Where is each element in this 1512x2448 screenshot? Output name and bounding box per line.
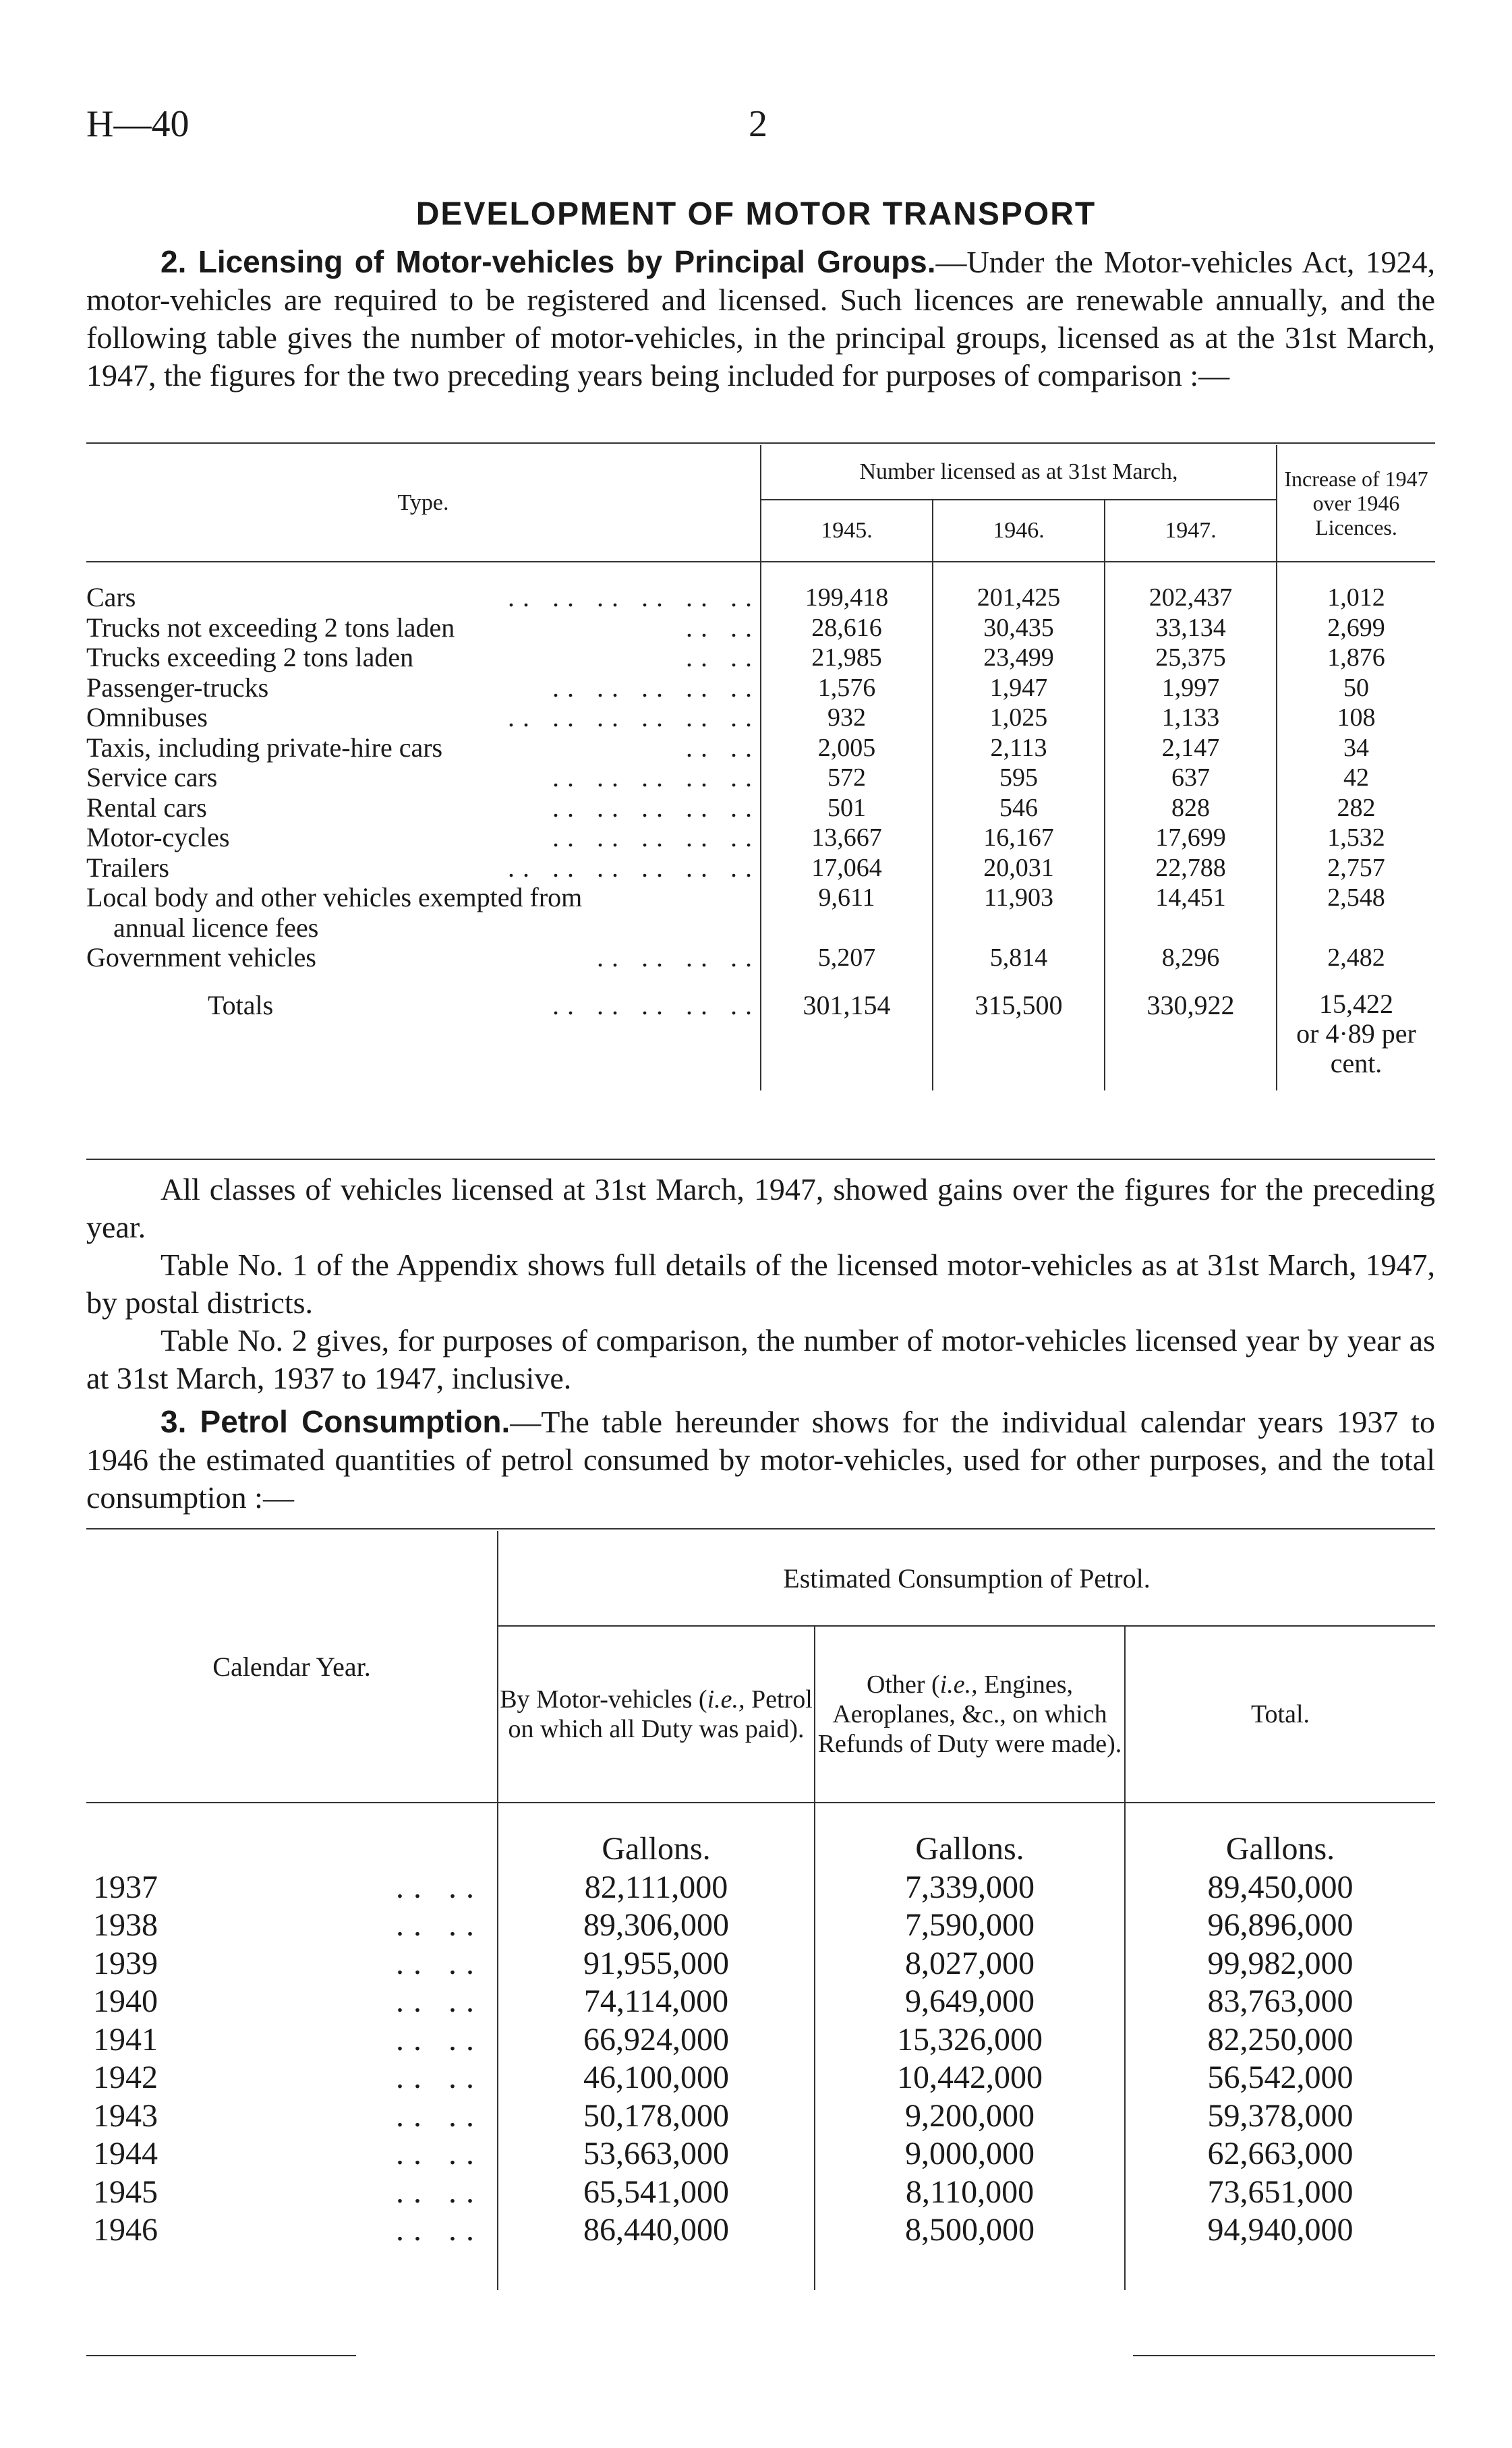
count-1945: 21,985 xyxy=(761,643,933,673)
increase-value: 282 xyxy=(1277,793,1435,823)
increase-value: 2,548 xyxy=(1277,883,1435,913)
vehicle-type: Cars xyxy=(86,582,136,613)
calendar-year-header: Calendar Year. xyxy=(86,1531,498,1803)
increase-value: 1,532 xyxy=(1277,823,1435,853)
table-row xyxy=(86,883,1435,913)
increase-value: 1,876 xyxy=(1277,643,1435,673)
other-gallons: 10,442,000 xyxy=(815,2059,1125,2097)
table-row: Rental cars .. .. .. .. .. 501 546 828 282 xyxy=(86,793,1435,823)
section-2-heading: 2. Licensing of Motor-vehicles by Principal Groups. xyxy=(161,244,936,279)
type-column-header: Type. xyxy=(86,445,761,562)
motor-header-text: By Motor-vehicles ( xyxy=(500,1685,707,1714)
count-1946: 20,031 xyxy=(933,853,1105,883)
table-2-top-rule xyxy=(86,1528,1435,1529)
table-1-top-rule xyxy=(86,442,1435,444)
total-increase xyxy=(1277,973,1435,1090)
total-gallons: 96,896,000 xyxy=(1125,1906,1435,1945)
increase-value: 2,699 xyxy=(1277,613,1435,643)
calendar-year: 1941 xyxy=(93,2021,158,2058)
table-row: 1944 .. .. 53,663,000 9,000,000 62,663,000 xyxy=(86,2135,1435,2174)
other-gallons: 9,649,000 xyxy=(815,1983,1125,2021)
count-1947: 2,147 xyxy=(1105,733,1277,763)
count-1945: 572 xyxy=(761,763,933,793)
section-3-heading: 3. Petrol Consumption. xyxy=(161,1404,511,1439)
count-1945: 1,576 xyxy=(761,673,933,703)
section-2-intro xyxy=(86,243,1435,395)
calendar-year: 1944 xyxy=(93,2136,158,2172)
count-1946: 1,025 xyxy=(933,703,1105,733)
page-number: 2 xyxy=(749,103,767,145)
increase-value: 2,757 xyxy=(1277,853,1435,883)
increase-value: 2,482 xyxy=(1277,943,1435,973)
count-1945: 2,005 xyxy=(761,733,933,763)
section-3-text: —The table hereunder shows for the individual calendar years 1937 to 1946 the estimated quantities of petrol consumed by motor-vehicles, used for other purposes, and the total consumption :— xyxy=(86,1405,1436,1515)
total-1947: 330,922 xyxy=(1105,973,1277,1090)
count-1947: 1,997 xyxy=(1105,673,1277,703)
year-1947-header: 1947. xyxy=(1105,500,1277,562)
count-1945: 28,616 xyxy=(761,613,933,643)
increase-value: 50 xyxy=(1277,673,1435,703)
count-1946: 5,814 xyxy=(933,943,1105,973)
vehicle-type: Passenger-trucks xyxy=(86,672,269,703)
table-row: Trucks exceeding 2 tons laden .. .. 21,985 23,499 25,375 1,876 xyxy=(86,643,1435,673)
other-unit: Gallons. xyxy=(815,1803,1125,1869)
motor-unit: Gallons. xyxy=(498,1803,815,1869)
bottom-short-rule xyxy=(86,2355,356,2356)
motor-gallons: 66,924,000 xyxy=(498,2021,815,2060)
other-gallons: 7,590,000 xyxy=(815,1906,1125,1945)
vehicle-type: Trucks exceeding 2 tons laden xyxy=(86,642,414,673)
count-1946: 595 xyxy=(933,763,1105,793)
total-1946: 315,500 xyxy=(933,973,1105,1090)
page-title: DEVELOPMENT OF MOTOR TRANSPORT xyxy=(415,196,1097,232)
table-row: Passenger-trucks .. .. .. .. .. 1,576 1,947 1,997 50 xyxy=(86,673,1435,703)
table-row: Cars .. .. .. .. .. .. 199,418 201,425 202,437 1,012 xyxy=(86,562,1435,613)
count-1947: 17,699 xyxy=(1105,823,1277,853)
paragraph: Table No. 2 gives, for purposes of comparison, the number of motor-vehicles licensed year by year as at 31st March, 1937 to 1947, inclusive. xyxy=(86,1323,1435,1395)
table-row: 1943 .. .. 50,178,000 9,200,000 59,378,000 xyxy=(86,2097,1435,2136)
motor-gallons: 89,306,000 xyxy=(498,1906,815,1945)
increase-value: 108 xyxy=(1277,703,1435,733)
count-1945: 17,064 xyxy=(761,853,933,883)
table-row: Service cars .. .. .. .. .. 572 595 637 42 xyxy=(86,763,1435,793)
motor-gallons: 74,114,000 xyxy=(498,1983,815,2021)
count-1946: 11,903 xyxy=(933,883,1105,913)
calendar-year: 1945 xyxy=(93,2174,158,2210)
count-1946: 30,435 xyxy=(933,613,1105,643)
calendar-year: 1939 xyxy=(93,1945,158,1981)
other-gallons: 8,500,000 xyxy=(815,2211,1125,2250)
table-row: Motor-cycles .. .. .. .. .. 13,667 16,167 17,699 1,532 xyxy=(86,823,1435,853)
total-gallons: 94,940,000 xyxy=(1125,2211,1435,2250)
motor-gallons: 46,100,000 xyxy=(498,2059,815,2097)
increase-value: 1,012 xyxy=(1277,562,1435,613)
total-header: Total. xyxy=(1125,1626,1435,1803)
other-gallons: 9,200,000 xyxy=(815,2097,1125,2136)
count-1945: 5,207 xyxy=(761,943,933,973)
number-licensed-group-header: Number licensed as at 31st March, xyxy=(761,445,1277,500)
count-1947: 637 xyxy=(1105,763,1277,793)
count-1945: 932 xyxy=(761,703,933,733)
total-gallons: 56,542,000 xyxy=(1125,2059,1435,2097)
table-row: 1942 .. .. 46,100,000 10,442,000 56,542,000 xyxy=(86,2059,1435,2097)
count-1947: 22,788 xyxy=(1105,853,1277,883)
calendar-year: 1942 xyxy=(93,2060,158,2096)
increase-value: 34 xyxy=(1277,733,1435,763)
count-1947: 33,134 xyxy=(1105,613,1277,643)
bottom-right-rule xyxy=(1133,2355,1435,2356)
petrol-consumption-table xyxy=(86,1531,1435,2290)
count-1946: 201,425 xyxy=(933,562,1105,613)
table-row: Taxis, including private-hire cars .. .. 2,005 2,113 2,147 34 xyxy=(86,733,1435,763)
table-row: Trailers .. .. .. .. .. .. 17,064 20,031 22,788 2,757 xyxy=(86,853,1435,883)
count-1945: 199,418 xyxy=(761,562,933,613)
vehicle-type: Taxis, including private-hire cars xyxy=(86,732,443,763)
motor-header-ie: i.e., xyxy=(707,1685,745,1714)
vehicle-type: Trucks not exceeding 2 tons laden xyxy=(86,612,455,643)
table-1-bottom-rule xyxy=(86,1159,1435,1160)
motor-gallons: 50,178,000 xyxy=(498,2097,815,2136)
count-1946: 2,113 xyxy=(933,733,1105,763)
motor-gallons: 91,955,000 xyxy=(498,1945,815,1983)
motor-gallons: 86,440,000 xyxy=(498,2211,815,2250)
count-1947: 828 xyxy=(1105,793,1277,823)
increase-value xyxy=(1277,913,1435,943)
table-row: 1941 .. .. 66,924,000 15,326,000 82,250,000 xyxy=(86,2021,1435,2060)
count-1945: 13,667 xyxy=(761,823,933,853)
count-1946 xyxy=(933,913,1105,943)
other-uses-header xyxy=(815,1626,1125,1803)
other-gallons: 8,027,000 xyxy=(815,1945,1125,1983)
calendar-year: 1938 xyxy=(93,1907,158,1944)
estimated-consumption-header: Estimated Consumption of Petrol. xyxy=(498,1531,1435,1626)
table-row: Trucks not exceeding 2 tons laden .. .. 28,616 30,435 33,134 2,699 xyxy=(86,613,1435,643)
vehicle-type: Government vehicles xyxy=(86,942,316,973)
other-gallons: 8,110,000 xyxy=(815,2174,1125,2212)
count-1945 xyxy=(761,913,933,943)
table-row: 1937 .. .. 82,111,000 7,339,000 89,450,000 xyxy=(86,1869,1435,1907)
motor-gallons: 65,541,000 xyxy=(498,2174,815,2212)
count-1947: 8,296 xyxy=(1105,943,1277,973)
count-1945: 9,611 xyxy=(761,883,933,913)
table-row: 1940 .. .. 74,114,000 9,649,000 83,763,000 xyxy=(86,1983,1435,2021)
total-unit: Gallons. xyxy=(1125,1803,1435,1869)
total-gallons: 73,651,000 xyxy=(1125,2174,1435,2212)
total-gallons: 99,982,000 xyxy=(1125,1945,1435,1983)
table-row xyxy=(86,913,1435,943)
licensed-vehicles-table xyxy=(86,445,1435,1090)
count-1947: 14,451 xyxy=(1105,883,1277,913)
total-gallons: 59,378,000 xyxy=(1125,2097,1435,2136)
paragraphs-after-table-1 xyxy=(86,1171,1435,1397)
calendar-year: 1937 xyxy=(93,1869,158,1905)
increase-column-header: Increase of 1947 over 1946 Licences. xyxy=(1277,445,1435,562)
total-increase-value: 15,422 xyxy=(1319,988,1393,1019)
vehicle-type: Local body and other vehicles exempted from xyxy=(86,882,583,913)
totals-row: Totals .. .. .. .. .. 301,154 315,500 330,922 15,422 or 4·89 per cent. xyxy=(86,973,1435,1090)
table-row: 1938 .. .. 89,306,000 7,590,000 96,896,000 xyxy=(86,1906,1435,1945)
count-1947: 1,133 xyxy=(1105,703,1277,733)
paragraph: Table No. 1 of the Appendix shows full details of the licensed motor-vehicles as at 31st March, 1947, by postal districts. xyxy=(86,1248,1435,1320)
totals-label: Totals xyxy=(208,989,274,1020)
count-1947: 202,437 xyxy=(1105,562,1277,613)
year-1946-header: 1946. xyxy=(933,500,1105,562)
other-gallons: 7,339,000 xyxy=(815,1869,1125,1907)
total-1945: 301,154 xyxy=(761,973,933,1090)
section-2-text: —Under the Motor-vehicles Act, 1924, motor-vehicles are required to be registered and licensed. Such licences are renewable annually, and the following table gives the number of motor-vehicles, in the principal groups, licensed as at the 31st March, 1947, the figures for the two preceding years being included for purposes of comparison :— xyxy=(86,245,1435,392)
table-row: Government vehicles .. .. .. .. 5,207 5,814 8,296 2,482 xyxy=(86,943,1435,973)
count-1946: 1,947 xyxy=(933,673,1105,703)
document-number: H—40 xyxy=(86,103,190,145)
total-gallons: 62,663,000 xyxy=(1125,2135,1435,2174)
count-1947: 25,375 xyxy=(1105,643,1277,673)
count-1946: 23,499 xyxy=(933,643,1105,673)
other-header-text: Other ( xyxy=(866,1670,940,1699)
vehicle-type: Omnibuses xyxy=(86,702,208,733)
other-header-text-end: Engines, Aeroplanes, &c., on which Refunds of Duty were made). xyxy=(817,1670,1122,1758)
motor-gallons: 82,111,000 xyxy=(498,1869,815,1907)
motor-header-text-end: Petrol on which all Duty was paid). xyxy=(508,1685,813,1743)
count-1945: 501 xyxy=(761,793,933,823)
other-header-ie: i.e., xyxy=(939,1670,978,1699)
vehicle-type: Rental cars xyxy=(86,792,207,823)
section-3-intro xyxy=(86,1403,1435,1517)
year-1945-header: 1945. xyxy=(761,500,933,562)
total-gallons: 83,763,000 xyxy=(1125,1983,1435,2021)
other-gallons: 9,000,000 xyxy=(815,2135,1125,2174)
table-row: 1946 .. .. 86,440,000 8,500,000 94,940,000 xyxy=(86,2211,1435,2250)
motor-vehicles-header xyxy=(498,1626,815,1803)
table-row: 1945 .. .. 65,541,000 8,110,000 73,651,000 xyxy=(86,2174,1435,2212)
count-1946: 546 xyxy=(933,793,1105,823)
total-gallons: 89,450,000 xyxy=(1125,1869,1435,1907)
units-row xyxy=(86,1803,1435,1869)
motor-gallons: 53,663,000 xyxy=(498,2135,815,2174)
total-increase-note: or 4·89 per cent. xyxy=(1296,1018,1416,1078)
count-1947 xyxy=(1105,913,1277,943)
table-row: 1939 .. .. 91,955,000 8,027,000 99,982,000 xyxy=(86,1945,1435,1983)
vehicle-type: Motor-cycles xyxy=(86,822,230,853)
table-row: Omnibuses .. .. .. .. .. .. 932 1,025 1,133 108 xyxy=(86,703,1435,733)
calendar-year: 1946 xyxy=(93,2212,158,2248)
increase-value: 42 xyxy=(1277,763,1435,793)
vehicle-type-continued: annual licence fees xyxy=(113,912,319,943)
count-1946: 16,167 xyxy=(933,823,1105,853)
calendar-year: 1940 xyxy=(93,1983,158,2020)
vehicle-type: Service cars xyxy=(86,762,218,793)
calendar-year: 1943 xyxy=(93,2097,158,2134)
other-gallons: 15,326,000 xyxy=(815,2021,1125,2060)
paragraph: All classes of vehicles licensed at 31st March, 1947, showed gains over the figures for the preceding year. xyxy=(86,1172,1435,1244)
vehicle-type: Trailers xyxy=(86,852,169,883)
total-gallons: 82,250,000 xyxy=(1125,2021,1435,2060)
